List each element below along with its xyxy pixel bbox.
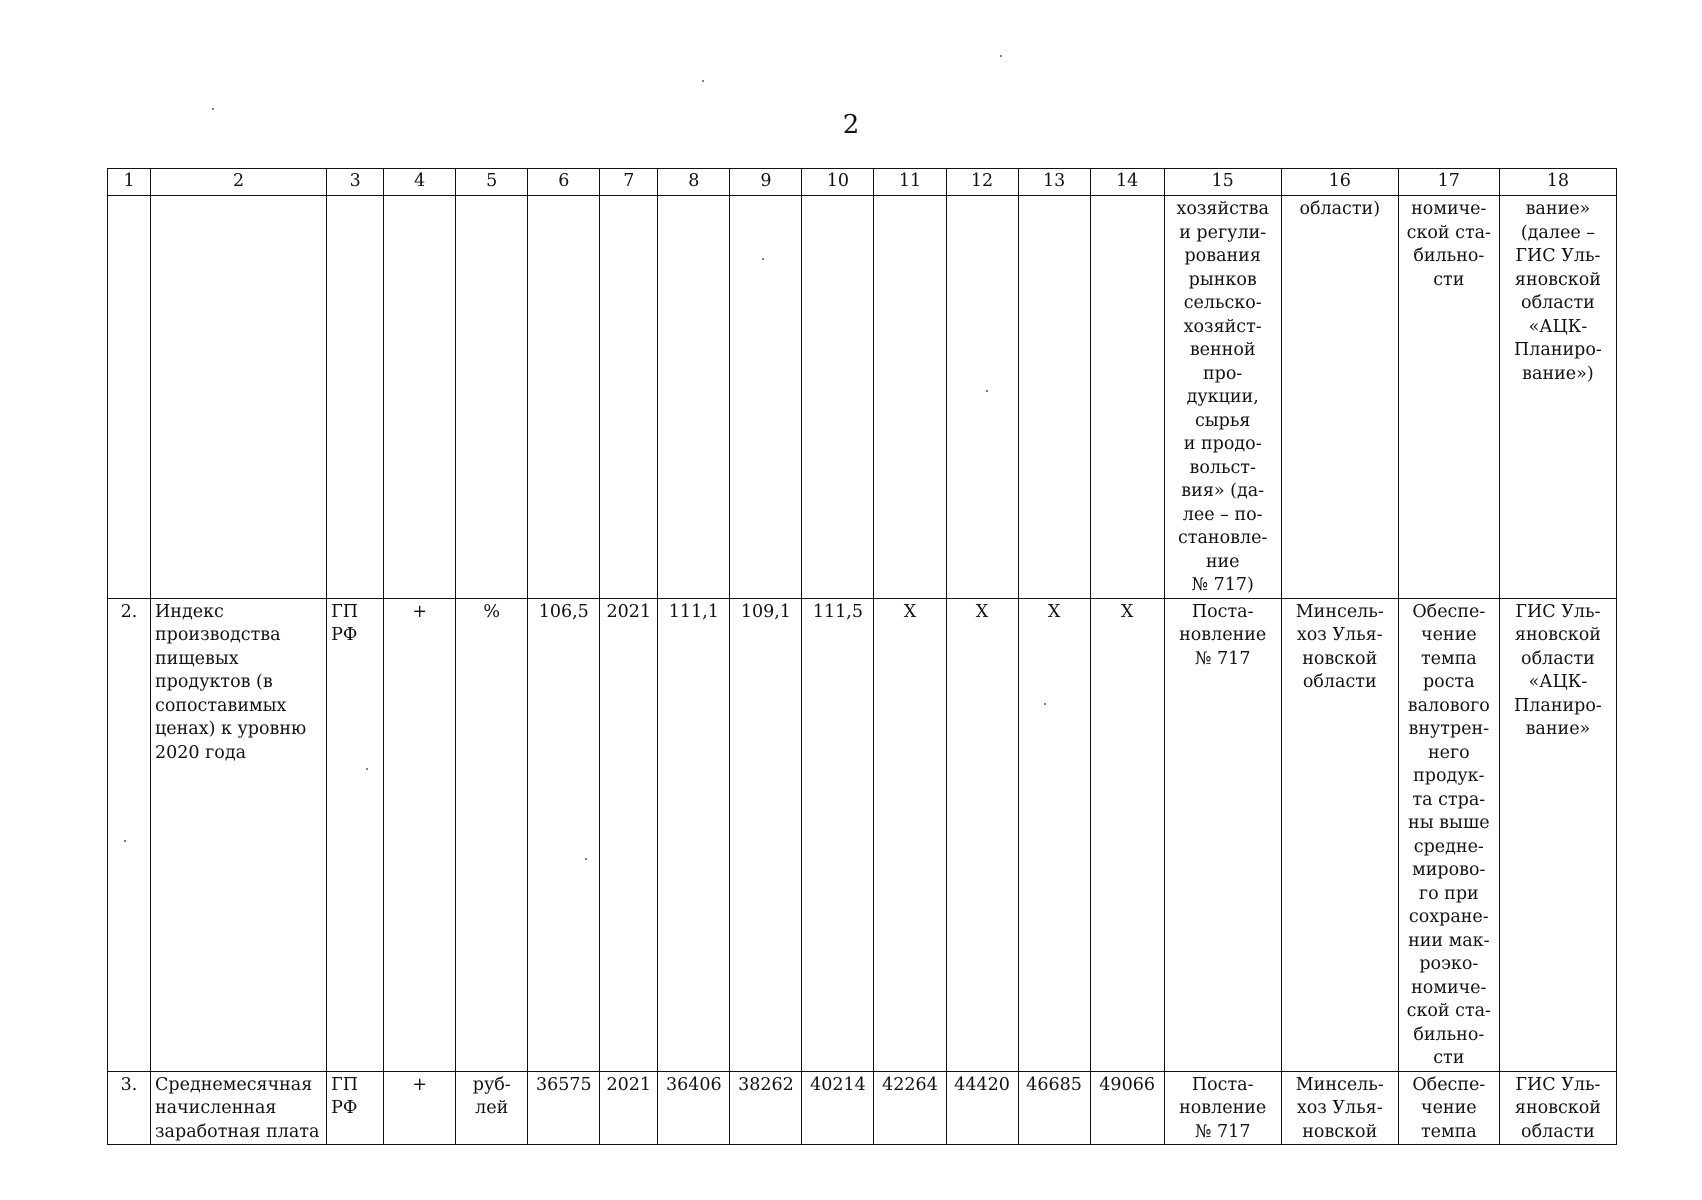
cell-line: лей	[475, 1098, 509, 1118]
legal-basis-cell	[1164, 598, 1281, 1071]
legal-basis-cell	[1164, 1071, 1281, 1145]
cell-line: хоз Улья-	[1296, 625, 1383, 645]
responsible-cell	[1281, 196, 1398, 599]
cell-line: темпа	[1420, 648, 1477, 669]
cell-line: Планиро-	[1514, 340, 1602, 360]
info-system-cell	[1499, 598, 1616, 1071]
source-cell	[327, 598, 384, 1071]
cell-line: про-	[1203, 363, 1243, 384]
cell-line: вия» (да-	[1181, 481, 1265, 501]
table-cell	[108, 196, 151, 599]
value-cell: 111,5	[802, 598, 874, 1071]
cell-line: сохране-	[1408, 907, 1489, 927]
base-value-cell: 36575	[528, 1071, 600, 1145]
cell-line: № 717	[1194, 1121, 1251, 1142]
scan-speck	[212, 108, 214, 110]
cell-line: мирово-	[1412, 860, 1486, 880]
col-header: 10	[802, 169, 874, 196]
goal-cell	[1398, 196, 1499, 599]
table-cell	[1090, 196, 1164, 599]
row-number: 3.	[108, 1071, 151, 1145]
cell-line: темпа	[1420, 1121, 1477, 1142]
flag-cell: +	[384, 1071, 456, 1145]
cell-line: него	[1427, 742, 1470, 763]
value-cell: X	[874, 598, 946, 1071]
cell-line: валового	[1407, 695, 1490, 716]
cell-line: «АЦК-	[1528, 316, 1588, 337]
cell-line: и продо-	[1183, 434, 1262, 454]
value-cell: 42264	[874, 1071, 946, 1145]
cell-line: № 717)	[1191, 575, 1254, 595]
flag-cell: +	[384, 598, 456, 1071]
cell-line: ГИС Уль-	[1515, 1074, 1601, 1095]
col-header: 18	[1499, 169, 1616, 196]
cell-line: ГИС Уль-	[1515, 246, 1601, 266]
cell-line: внутрен-	[1408, 719, 1490, 739]
cell-line: номиче-	[1411, 977, 1487, 998]
base-value-cell: 106,5	[528, 598, 600, 1071]
cell-line: средне-	[1413, 836, 1484, 857]
goal-cell	[1398, 1071, 1499, 1145]
cell-line: ГП	[331, 601, 358, 622]
cell-line: хоз Улья-	[1296, 1098, 1383, 1118]
cell-line: ской ста-	[1406, 222, 1491, 243]
table-cell	[528, 196, 600, 599]
value-cell: 40214	[802, 1071, 874, 1145]
table-cell	[946, 196, 1018, 599]
responsible-cell	[1281, 598, 1398, 1071]
cell-line: руб-	[472, 1074, 511, 1095]
col-header: 13	[1018, 169, 1090, 196]
cell-line: яновской	[1514, 1098, 1601, 1118]
table-cell	[730, 196, 802, 599]
cell-line: РФ	[331, 625, 358, 645]
cell-line: яновской	[1514, 625, 1601, 645]
cell-line: рынков	[1188, 269, 1257, 290]
cell-line: хозяйства	[1176, 199, 1269, 219]
cell-line: Поста-	[1191, 1074, 1254, 1095]
base-year-cell: 2021	[600, 598, 658, 1071]
cell-line: ГИС Уль-	[1515, 601, 1601, 622]
cell-line: Минсель-	[1295, 601, 1384, 622]
col-header: 2	[151, 169, 327, 196]
cell-line: яновской	[1514, 269, 1601, 290]
cell-line: сти	[1433, 269, 1465, 290]
cell-line: новление	[1179, 625, 1267, 645]
cell-line: го при	[1418, 883, 1479, 904]
value-cell: 49066	[1090, 1071, 1164, 1145]
cell-line: № 717	[1194, 648, 1251, 669]
cell-line: новской	[1302, 1121, 1378, 1142]
cell-line: рования	[1184, 246, 1261, 266]
cell-line: сырья	[1194, 410, 1251, 431]
cell-line: вольст-	[1189, 457, 1256, 478]
cell-line: области	[1521, 1121, 1595, 1142]
cell-line: ние	[1205, 551, 1240, 572]
cell-line: венной	[1189, 340, 1256, 360]
base-year-cell: 2021	[600, 1071, 658, 1145]
col-header: 7	[600, 169, 658, 196]
value-cell: 109,1	[730, 598, 802, 1071]
cell-line: новление	[1179, 1098, 1267, 1118]
col-header: 16	[1281, 169, 1398, 196]
cell-line: номиче-	[1411, 199, 1487, 219]
indicators-table	[107, 168, 1617, 1145]
cell-line: становле-	[1178, 528, 1268, 548]
value-cell: 36406	[658, 1071, 730, 1145]
value-cell: 44420	[946, 1071, 1018, 1145]
table-cell	[658, 196, 730, 599]
value-cell: X	[1018, 598, 1090, 1071]
page-number: 2	[842, 110, 860, 140]
cell-line: дукции,	[1186, 387, 1259, 407]
responsible-cell	[1281, 1071, 1398, 1145]
col-header: 3	[327, 169, 384, 196]
col-header: 9	[730, 169, 802, 196]
col-header: 6	[528, 169, 600, 196]
col-header: 5	[456, 169, 528, 196]
cell-line: Минсель-	[1295, 1074, 1384, 1095]
value-cell: 111,1	[658, 598, 730, 1071]
source-cell	[327, 1071, 384, 1145]
unit-cell: %	[456, 598, 528, 1071]
cell-line: новской	[1302, 648, 1378, 669]
col-header: 14	[1090, 169, 1164, 196]
cell-line: хозяйст-	[1183, 316, 1262, 337]
col-header: 4	[384, 169, 456, 196]
cell-line: области	[1521, 648, 1595, 669]
scan-speck	[702, 80, 704, 82]
cell-line: области	[1302, 672, 1377, 692]
col-header: 12	[946, 169, 1018, 196]
cell-line: Планиро-	[1514, 695, 1602, 716]
cell-line: ГП	[331, 1074, 358, 1095]
table-cell	[1018, 196, 1090, 599]
cell-line: нии мак-	[1408, 930, 1490, 951]
indicator-name: Индекс производства пищевых продуктов (в сопоставимых ценах) к уровню 2020 года	[151, 598, 327, 1071]
table-cell	[600, 196, 658, 599]
table-cell	[802, 196, 874, 599]
col-header: 17	[1398, 169, 1499, 196]
cell-line: продук-	[1413, 766, 1485, 786]
cell-line: вание»	[1525, 719, 1591, 739]
value-cell: X	[1090, 598, 1164, 1071]
table-cell	[151, 196, 327, 599]
goal-cell	[1398, 598, 1499, 1071]
cell-line: роэко-	[1419, 954, 1479, 974]
table-row-2	[108, 598, 1617, 1071]
col-header: 15	[1164, 169, 1281, 196]
cell-line: области)	[1299, 199, 1381, 219]
row-number: 2.	[108, 598, 151, 1071]
table-cell	[874, 196, 946, 599]
cell-line: чение	[1421, 1098, 1477, 1118]
cell-line: роста	[1422, 672, 1475, 692]
table-row-continuation	[108, 196, 1617, 599]
cell-line: бильно-	[1413, 1024, 1485, 1045]
cell-line: лее – по-	[1182, 504, 1263, 525]
cell-line: сти	[1433, 1048, 1465, 1068]
cell-line: Обеспе-	[1412, 601, 1486, 622]
col-header: 11	[874, 169, 946, 196]
unit-cell	[456, 1071, 528, 1145]
info-system-cell	[1499, 196, 1616, 599]
table-row-3	[108, 1071, 1617, 1145]
cell-line: РФ	[331, 1098, 358, 1118]
table-cell	[456, 196, 528, 599]
col-header: 1	[108, 169, 151, 196]
cell-line: и регули-	[1179, 222, 1267, 243]
header-row	[108, 169, 1617, 196]
cell-line: Обеспе-	[1412, 1074, 1486, 1095]
value-cell: 38262	[730, 1071, 802, 1145]
value-cell: X	[946, 598, 1018, 1071]
table-cell	[327, 196, 384, 599]
cell-line: области	[1521, 293, 1595, 313]
indicator-name: Среднемесячная начисленная заработная плата	[151, 1071, 327, 1145]
cell-line: та стра-	[1412, 789, 1486, 810]
cell-line: вание»	[1525, 199, 1591, 219]
cell-line: Поста-	[1191, 601, 1254, 622]
value-cell: 46685	[1018, 1071, 1090, 1145]
legal-basis-cell	[1164, 196, 1281, 599]
table-cell	[384, 196, 456, 599]
col-header: 8	[658, 169, 730, 196]
cell-line: чение	[1421, 625, 1477, 645]
cell-line: бильно-	[1413, 246, 1485, 266]
cell-line: сельско-	[1183, 293, 1262, 313]
cell-line: «АЦК-	[1528, 672, 1588, 692]
scan-speck	[1000, 55, 1002, 57]
cell-line: ны выше	[1408, 813, 1490, 833]
cell-line: ской ста-	[1406, 1001, 1491, 1021]
cell-line: вание»)	[1522, 363, 1594, 384]
cell-line: (далее –	[1520, 222, 1596, 243]
info-system-cell	[1499, 1071, 1616, 1145]
